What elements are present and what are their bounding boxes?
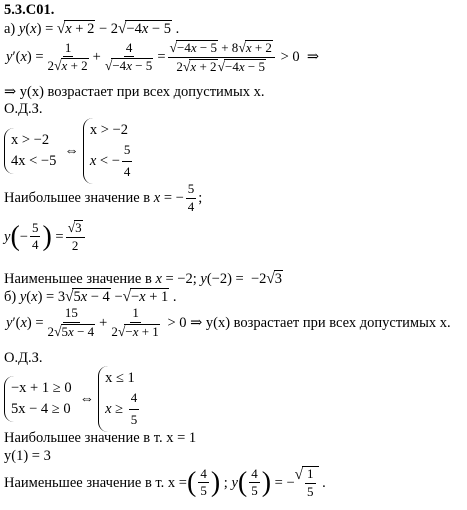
odz-b: О.Д.З. [4,350,43,366]
system-b-line-2: 5x − 4 ≥ 0 [11,400,71,417]
derivative-b: y ′( x ) = 15 2 √ 5x − 4 + 1 2 √ −x + 1 > 0 ⇒ y(x) возрастает при всех допустимых х. [6,305,451,339]
y-at-1: y(1) = 3 [4,448,51,464]
system-b-line-1: −x + 1 ≥ 0 [11,379,72,396]
system-a-line-2: 4x < −5 [11,152,57,169]
derivative-a: y ′( x ) = 1 2 √ x + 2 + 4 √ −4x − 5 = √ −4x − 5 + 8 √ x + 2 2 √ x + 2 √ −4x − 5 > 0 ⇒ [6,39,320,74]
increasing-a: ⇒ y(x) возрастает при всех допустимых х. [4,84,265,100]
system-b: −x + 1 ≥ 0 5x − 4 ≥ 0 ⇔ x ≤ 1 x ≥ $\frac{4}{5}$ [4,366,145,432]
system-a-line-1: x > −2 [11,131,50,148]
max-value-a: y ( − $\frac{5}{4}$ ) = √ 3 2 [4,220,87,254]
system-a-result-1: x > −2 [89,122,128,138]
part-b-label: б) [4,288,17,305]
min-a: Наименьшее значение в x = −2; y (−2) = −2 √ 3 [4,270,283,287]
odz-a: О.Д.З. [4,101,43,117]
system-a: x > −2 4x < −5 ⇔ x > −2 x < − $\frac{5}{4}$ [4,118,138,184]
system-b-result-1: x ≤ 1 [105,370,135,386]
function-b: б) y ( x ) = 3 √ 5x − 4 − √ −x + 1 . [4,288,177,305]
max-a: Наибольшее значение в x = − $\frac{5}{4}$ ; [4,181,203,214]
part-a-label: а) [4,20,16,37]
function-a: а) y ( x ) = √ x + 2 − 2 √ −4x − 5 . [4,20,180,37]
max-b: Наибольшее значение в т. х = 1 [4,430,197,446]
min-b: Наименьшее значение в т. х = ( $\frac{4}{5}$ ) ; y ( $\frac{4}{5}$ ) = − √ $\frac{1}{5}$ . [4,465,326,499]
problem-title: 5.3.С01. [4,2,55,18]
